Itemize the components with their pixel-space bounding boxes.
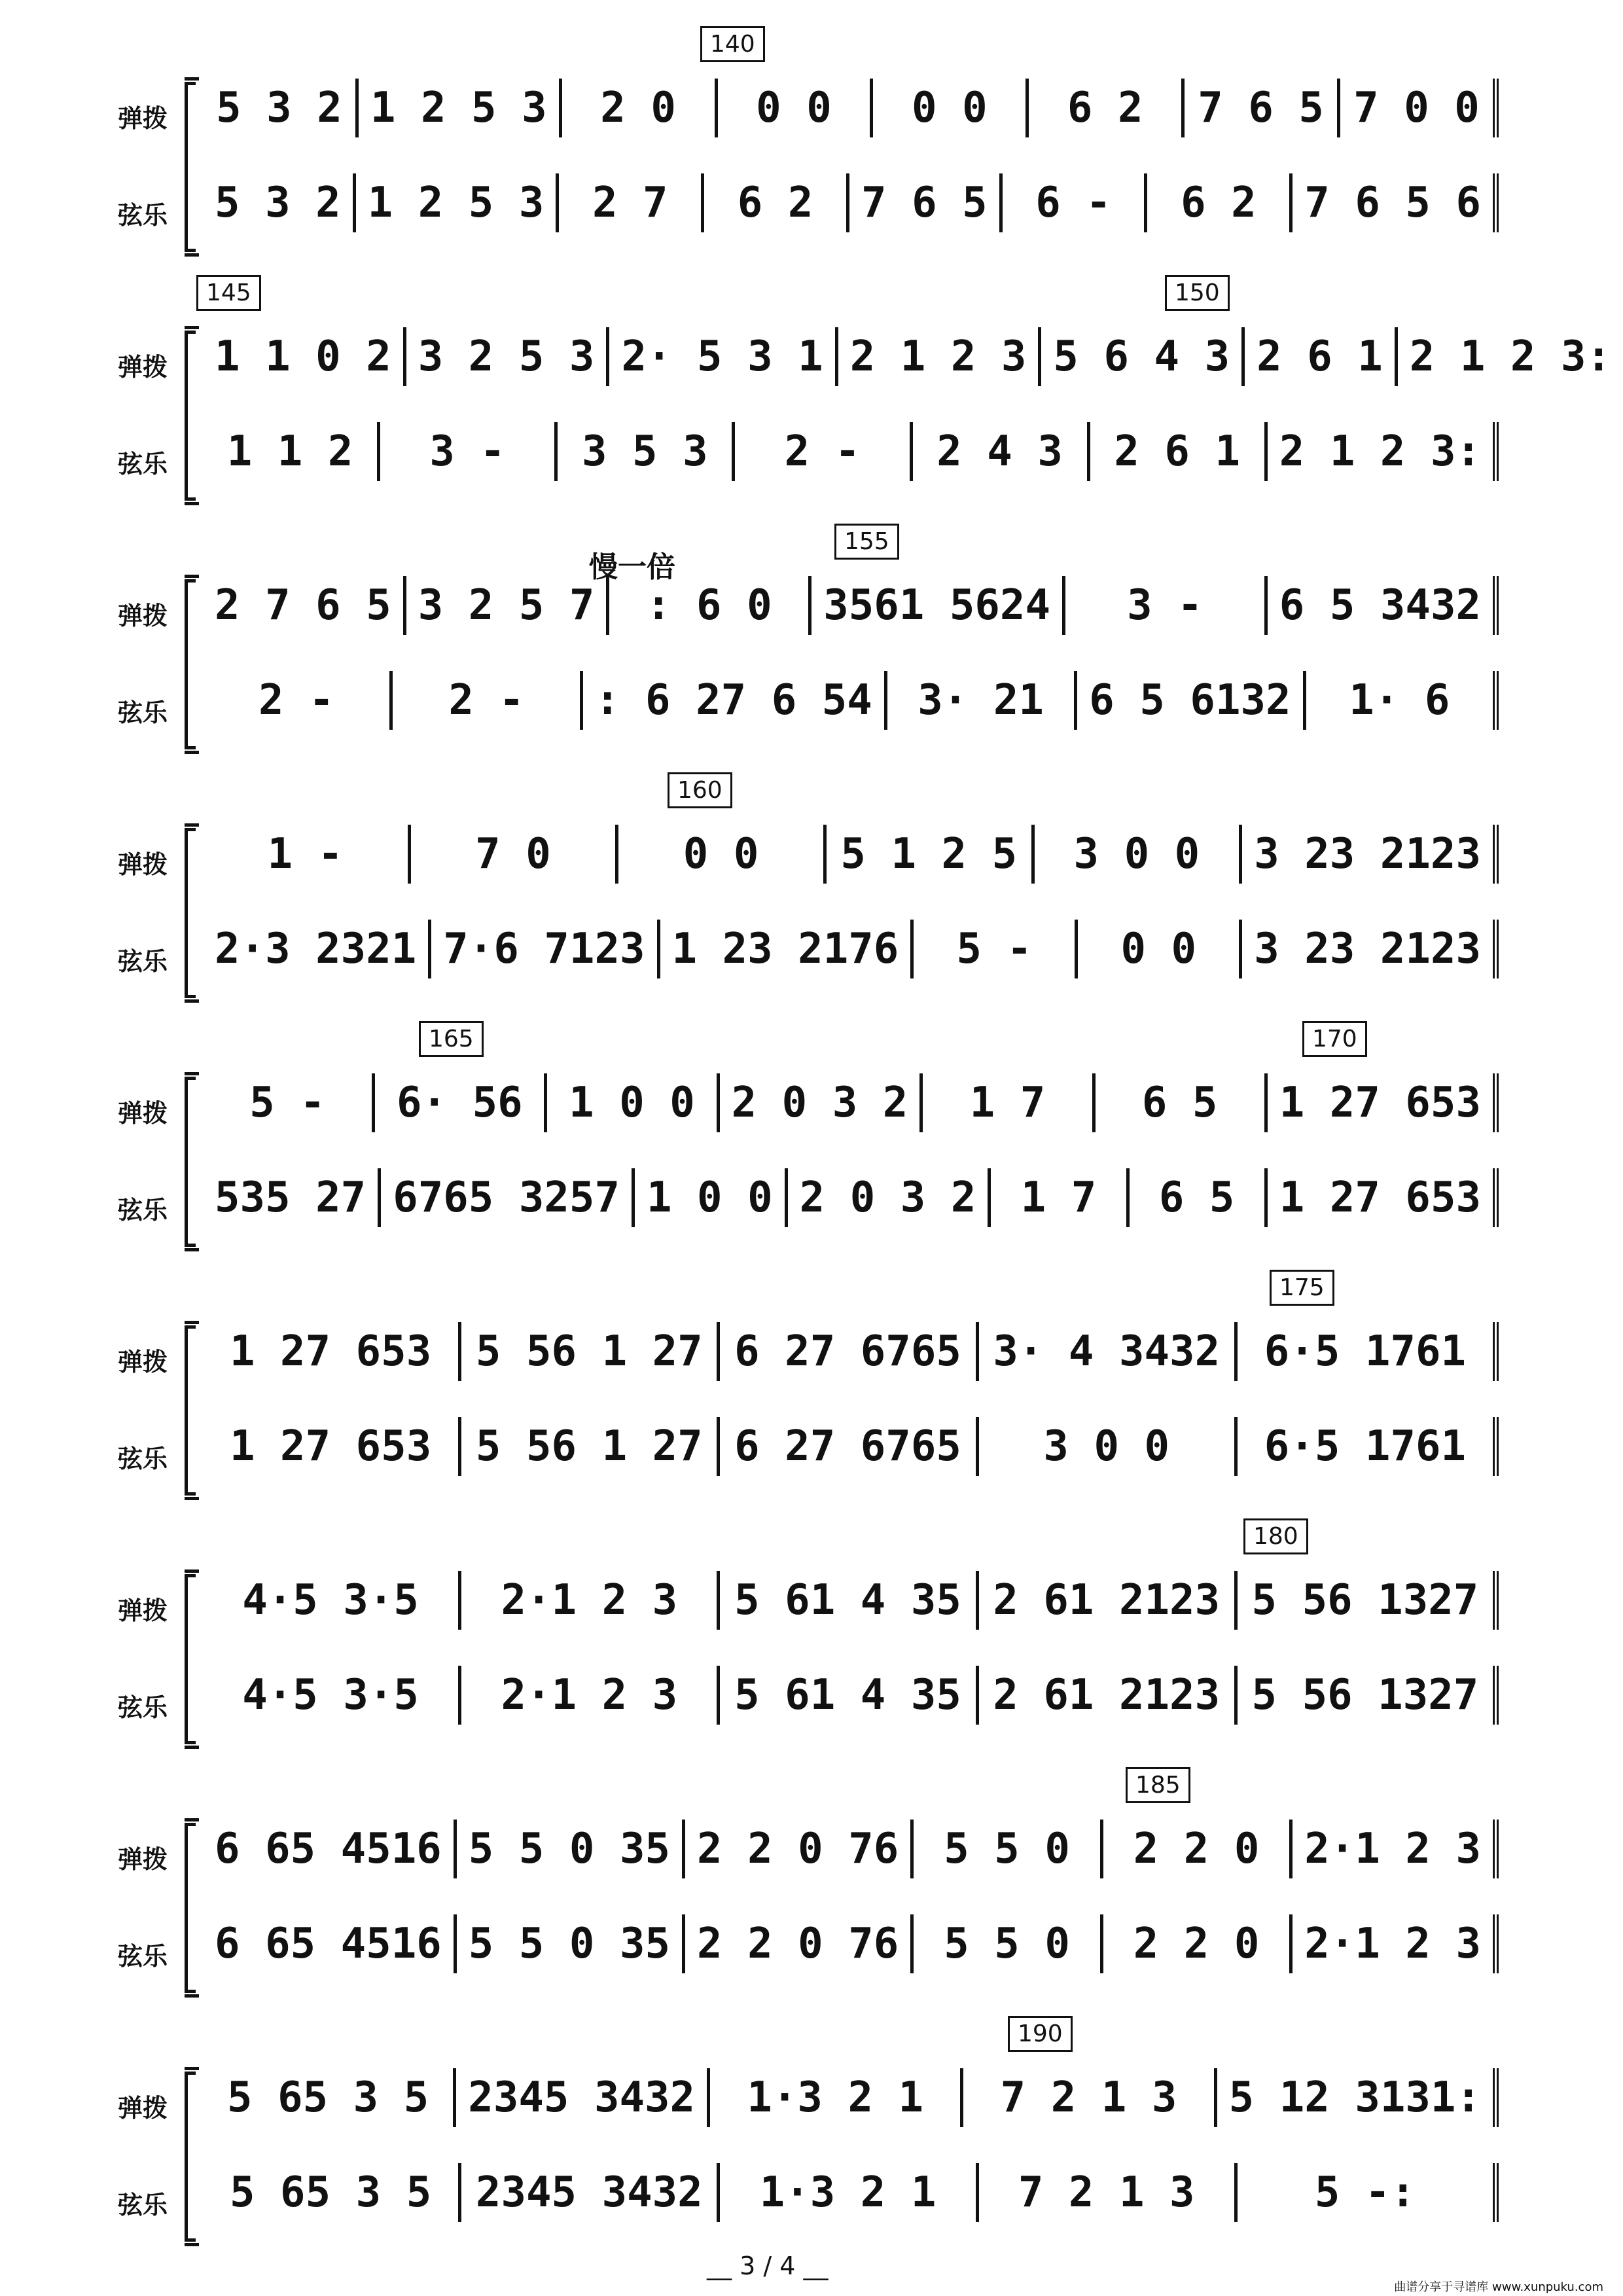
measure-number: 165 [419, 1021, 484, 1057]
measure: 7 2 1 3 [963, 2068, 1217, 2127]
measure-row [203, 1417, 1499, 1476]
measure: 6·5 1761 [1238, 1417, 1499, 1476]
measure: 1 2 5 3 [359, 79, 562, 137]
measure-row [203, 920, 1499, 978]
measure: 2 61 2123 [979, 1666, 1238, 1725]
staff-top [203, 2068, 1499, 2127]
measure: 7 2 1 3 [979, 2163, 1238, 2222]
instrument-label-top: 弹拨 [118, 1348, 168, 1376]
measure: 5 5 0 35 [457, 1820, 685, 1878]
measure: 3 2 5 7 [406, 576, 610, 635]
measure: 6 5 6132 [1077, 671, 1306, 730]
system-bracket [185, 828, 196, 998]
measure: 2 0 [562, 79, 718, 137]
measure-row [203, 173, 1499, 232]
measure: 1·3 2 1 [710, 2068, 963, 2127]
measure: 5 3 2 [203, 79, 359, 137]
measure: 2·1 2 3 [461, 1666, 720, 1725]
measure: 6 2 [704, 173, 849, 232]
system-bracket [185, 1574, 196, 1744]
measure: 2 1 2 3: [1268, 422, 1499, 481]
measure: 0 0 [873, 79, 1029, 137]
measure: 5 -: [1238, 2163, 1499, 2222]
measure: 1 27 653 [1268, 1168, 1499, 1227]
measure-number: 185 [1126, 1767, 1190, 1803]
score-system [0, 766, 1623, 1001]
system-bracket [185, 1325, 196, 1496]
measure: : 6 27 6 54 [583, 671, 887, 730]
measure: 3 23 2123 [1242, 920, 1499, 978]
measure: 2· 5 3 1 [609, 327, 838, 386]
measure: 6 2 [1029, 79, 1185, 137]
staff-top [203, 327, 1612, 386]
measure: : 6 0 [609, 576, 812, 635]
system-bracket [185, 2072, 196, 2242]
measure: 2·1 2 3 [1293, 1914, 1499, 1973]
measure-row [203, 1073, 1499, 1132]
instrument-label-bottom: 弦乐 [118, 1196, 168, 1225]
measure: 1 27 653 [1268, 1073, 1499, 1132]
measure: 2 7 6 5 [203, 576, 406, 635]
system-bracket [185, 1823, 196, 1993]
instrument-label-bottom: 弦乐 [118, 698, 168, 727]
measure: 2 7 [559, 173, 704, 232]
score-system [0, 1263, 1623, 1499]
measure: 3 5 3 [558, 422, 735, 481]
measure-row [203, 2163, 1499, 2222]
measure: 1 27 653 [203, 1322, 461, 1381]
measure: 2345 3432 [461, 2163, 720, 2222]
measure: 3 - [1065, 576, 1268, 635]
tempo-marking: 慢一倍 [589, 550, 675, 584]
measure: 6 5 [1096, 1073, 1268, 1132]
system-bracket [185, 331, 196, 501]
measure-number: 160 [668, 772, 732, 808]
measure: 5 65 3 5 [203, 2068, 456, 2127]
instrument-label-top: 弹拨 [118, 1845, 168, 1874]
score-system [0, 268, 1623, 504]
measure: 5 5 0 [914, 1914, 1103, 1973]
measure: 2 - [203, 671, 393, 730]
measure: 0 0 [1078, 920, 1242, 978]
measure: 5 61 4 35 [720, 1666, 978, 1725]
measure: 5 56 1 27 [461, 1322, 720, 1381]
measure: 2 4 3 [913, 422, 1090, 481]
measure-row [203, 1914, 1499, 1973]
staff-bottom [203, 422, 1499, 481]
staff-bottom [203, 920, 1499, 978]
measure: 7 0 0 [1340, 79, 1499, 137]
measure: 4·5 3·5 [203, 1571, 461, 1630]
measure: 3 0 0 [979, 1417, 1238, 1476]
instrument-label-top: 弹拨 [118, 601, 168, 630]
system-bracket [185, 579, 196, 749]
measure-row [203, 1666, 1499, 1725]
measure: 6·5 1761 [1238, 1322, 1499, 1381]
measure: 7 0 [411, 825, 619, 884]
measure-row [203, 422, 1499, 481]
instrument-label-top: 弹拨 [118, 850, 168, 879]
instrument-label-bottom: 弦乐 [118, 201, 168, 230]
measure: 2 - [735, 422, 912, 481]
measure: 2 6 1 [1090, 422, 1268, 481]
measure: 1 0 0 [547, 1073, 719, 1132]
measure: 2 0 3 2 [788, 1168, 991, 1227]
instrument-label-bottom: 弦乐 [118, 450, 168, 478]
measure: 4·5 3·5 [203, 1666, 461, 1725]
measure: 2 1 2 3: [1398, 327, 1623, 386]
measure: 3 - [380, 422, 558, 481]
measure: 3· 4 3432 [979, 1322, 1238, 1381]
measure: 2345 3432 [456, 2068, 710, 2127]
measure-row [203, 327, 1612, 386]
measure: 1 1 0 2 [203, 327, 406, 386]
staff-bottom [203, 1168, 1499, 1227]
measure-row [203, 2068, 1499, 2127]
measure-number: 155 [834, 524, 899, 560]
measure: 7 6 5 6 [1293, 173, 1499, 232]
measure: 7·6 7123 [431, 920, 660, 978]
measure: 0 0 [618, 825, 827, 884]
measure: 5 56 1 27 [461, 1417, 720, 1476]
score-system [0, 20, 1623, 255]
measure: 2 - [393, 671, 582, 730]
measure: 6· 56 [375, 1073, 547, 1132]
staff-top [203, 79, 1499, 137]
measure: 5 5 0 35 [457, 1914, 685, 1973]
staff-top [203, 1571, 1499, 1630]
measure: 7 6 5 [1185, 79, 1340, 137]
measure: 6 65 4516 [203, 1820, 457, 1878]
staff-bottom [203, 1666, 1499, 1725]
measure: 3· 21 [887, 671, 1077, 730]
measure: 1 - [203, 825, 411, 884]
measure-row [203, 1168, 1499, 1227]
measure: 1 1 2 [203, 422, 380, 481]
measure: 2 2 0 76 [685, 1914, 914, 1973]
measure-number: 180 [1243, 1518, 1308, 1554]
measure-row [203, 671, 1499, 730]
measure: 1· 6 [1306, 671, 1499, 730]
page-number: __ 3 / 4 __ [707, 2251, 829, 2280]
instrument-label-bottom: 弦乐 [118, 947, 168, 976]
measure: 5 1 2 5 [827, 825, 1035, 884]
measure: 6 2 [1147, 173, 1293, 232]
staff-top [203, 825, 1499, 884]
measure: 2·1 2 3 [461, 1571, 720, 1630]
measure: 3 23 2123 [1242, 825, 1499, 884]
measure: 6765 3257 [381, 1168, 635, 1227]
measure: 2 2 0 [1103, 1914, 1293, 1973]
instrument-label-top: 弹拨 [118, 1596, 168, 1625]
measure: 5 61 4 35 [720, 1571, 978, 1630]
staff-top [203, 1322, 1499, 1381]
measure: 535 27 [203, 1168, 381, 1227]
system-bracket [185, 82, 196, 252]
score-system [0, 517, 1623, 753]
instrument-label-top: 弹拨 [118, 104, 168, 133]
measure: 5 6 4 3 [1041, 327, 1245, 386]
score-system [0, 1512, 1623, 1748]
measure: 0 0 [718, 79, 874, 137]
measure: 3 2 5 3 [406, 327, 610, 386]
measure: 7 6 5 [849, 173, 1003, 232]
measure: 6 5 3432 [1268, 576, 1499, 635]
staff-bottom [203, 1417, 1499, 1476]
measure: 2·1 2 3 [1293, 1820, 1499, 1878]
measure: 1 7 [991, 1168, 1129, 1227]
staff-bottom [203, 1914, 1499, 1973]
measure-number: 190 [1008, 2016, 1073, 2052]
instrument-label-bottom: 弦乐 [118, 1693, 168, 1722]
score-system [0, 1761, 1623, 1996]
measure: 5 56 1327 [1238, 1666, 1499, 1725]
instrument-label-bottom: 弦乐 [118, 1942, 168, 1971]
measure: 6 27 6765 [720, 1322, 978, 1381]
measure: 3 0 0 [1035, 825, 1243, 884]
watermark: 曲谱分享于寻谱库 www.xunpuku.com [1394, 2280, 1603, 2294]
measure: 5 3 2 [203, 173, 356, 232]
measure-row [203, 79, 1499, 137]
measure: 5 65 3 5 [203, 2163, 461, 2222]
staff-bottom [203, 671, 1499, 730]
instrument-label-top: 弹拨 [118, 2094, 168, 2123]
measure: 2·3 2321 [203, 920, 431, 978]
measure: 6 65 4516 [203, 1914, 457, 1973]
measure-row [203, 1571, 1499, 1630]
measure: 2 2 0 76 [685, 1820, 914, 1878]
measure-number: 150 [1165, 275, 1230, 311]
measure-number: 145 [196, 275, 261, 311]
measure: 5 12 3131: [1217, 2068, 1499, 2127]
measure: 5 - [914, 920, 1078, 978]
measure: 2 2 0 [1103, 1820, 1293, 1878]
instrument-label-bottom: 弦乐 [118, 2191, 168, 2219]
measure: 1 2 5 3 [356, 173, 560, 232]
measure: 6 5 [1130, 1168, 1268, 1227]
measure: 2 6 1 [1245, 327, 1398, 386]
measure: 5 - [203, 1073, 375, 1132]
measure: 2 61 2123 [979, 1571, 1238, 1630]
measure-row [203, 576, 1499, 635]
instrument-label-bottom: 弦乐 [118, 1444, 168, 1473]
measure: 1 7 [923, 1073, 1095, 1132]
measure-number: 170 [1302, 1021, 1367, 1057]
staff-bottom [203, 2163, 1499, 2222]
measure-row [203, 1322, 1499, 1381]
measure: 6 - [1003, 173, 1148, 232]
score-system [0, 1014, 1623, 1250]
measure: 1 0 0 [635, 1168, 788, 1227]
measure: 1 27 653 [203, 1417, 461, 1476]
staff-top [203, 1820, 1499, 1878]
measure: 2 1 2 3 [838, 327, 1042, 386]
instrument-label-top: 弹拨 [118, 1099, 168, 1128]
measure-number: 175 [1270, 1270, 1334, 1306]
staff-top [203, 576, 1499, 635]
system-bracket [185, 1077, 196, 1247]
measure: 5 56 1327 [1238, 1571, 1499, 1630]
measure-row [203, 825, 1499, 884]
measure: 2 0 3 2 [720, 1073, 923, 1132]
measure: 1 23 2176 [660, 920, 914, 978]
staff-top [203, 1073, 1499, 1132]
measure: 1·3 2 1 [720, 2163, 978, 2222]
measure: 5 5 0 [914, 1820, 1103, 1878]
measure: 3561 5624 [812, 576, 1065, 635]
measure-row [203, 1820, 1499, 1878]
measure-number: 140 [700, 26, 765, 62]
instrument-label-top: 弹拨 [118, 353, 168, 382]
measure: 6 27 6765 [720, 1417, 978, 1476]
staff-bottom [203, 173, 1499, 232]
score-system [0, 2009, 1623, 2245]
